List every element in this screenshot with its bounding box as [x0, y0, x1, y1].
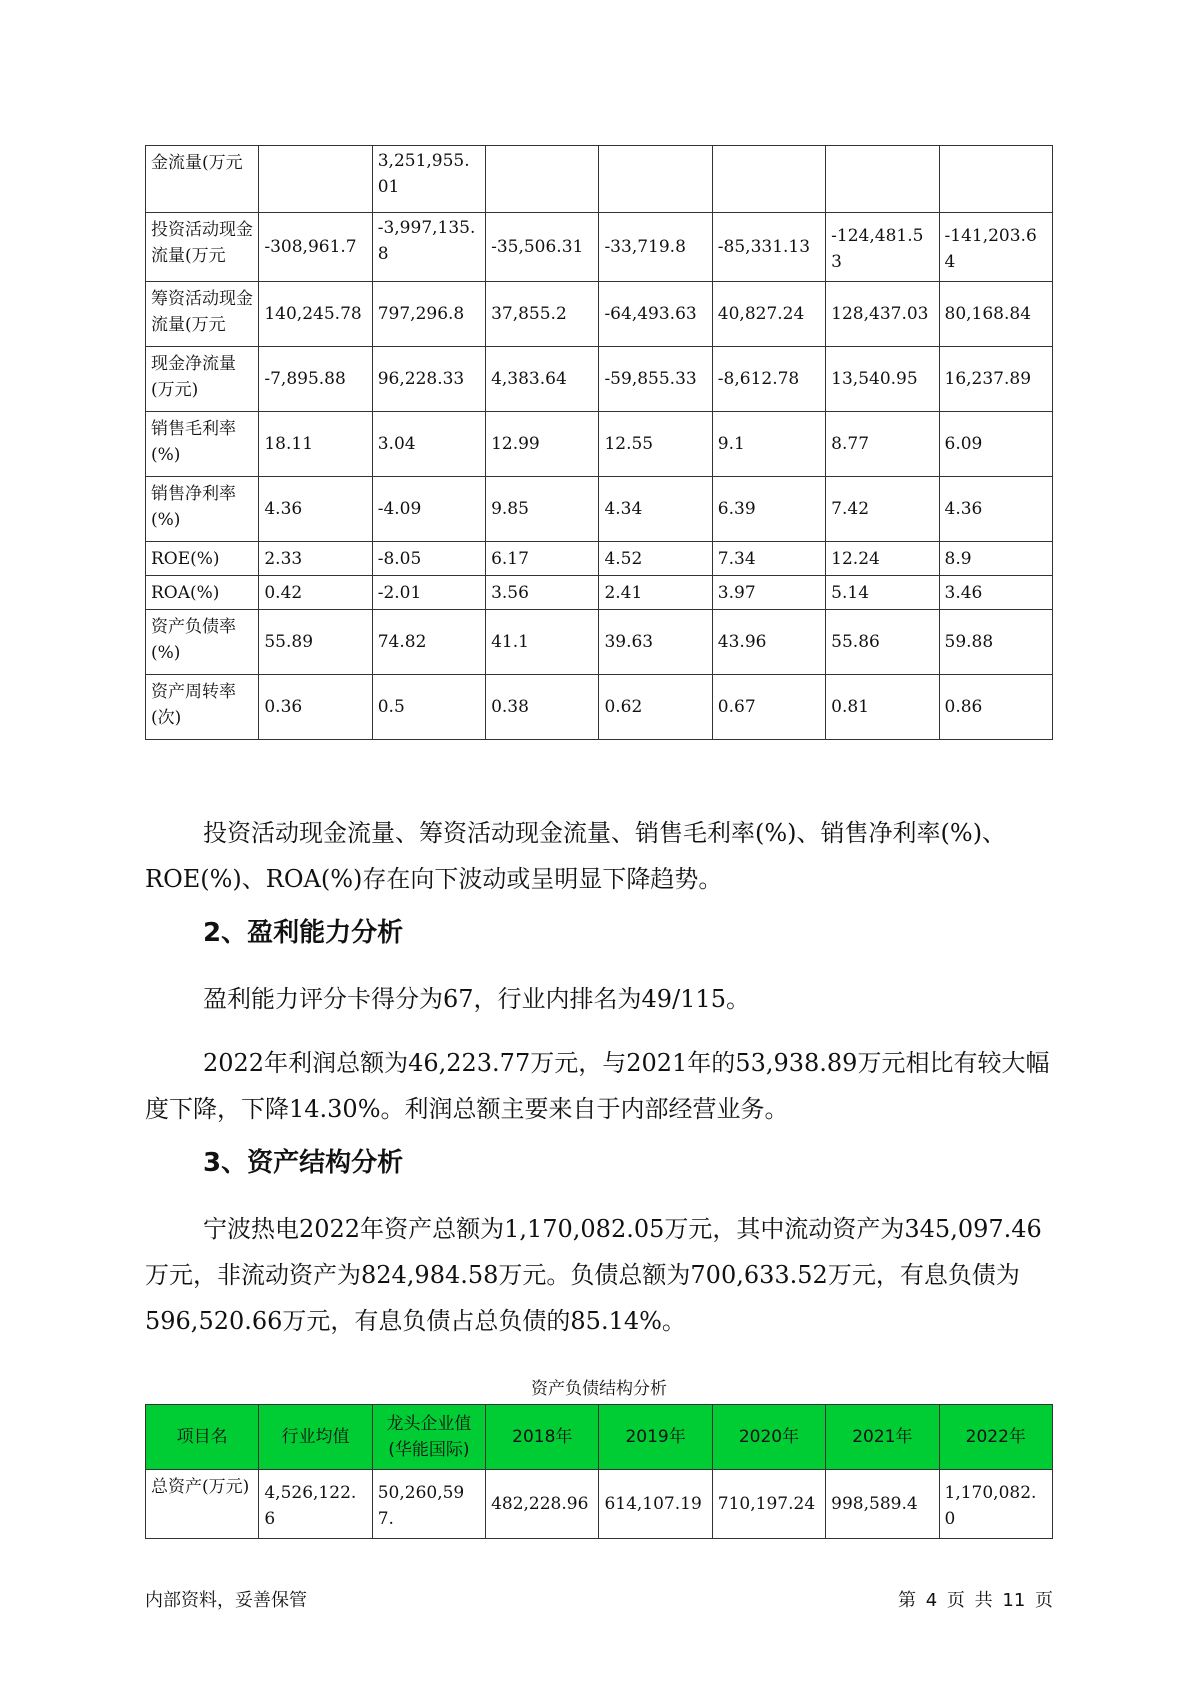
row-label: 销售净利率(%)	[146, 477, 259, 542]
row-label: 资产负债率(%)	[146, 610, 259, 675]
row-label: 现金净流量(万元)	[146, 347, 259, 412]
table-cell: 128,437.03	[826, 282, 939, 347]
column-header: 项目名	[146, 1405, 259, 1470]
table-cell: 7.34	[712, 542, 825, 576]
table-cell: 8.9	[939, 542, 1052, 576]
table-cell: 37,855.2	[486, 282, 599, 347]
section-heading-profitability: 2、盈利能力分析	[203, 918, 404, 948]
table-cell: 0.36	[259, 675, 372, 740]
table-cell: 2.33	[259, 542, 372, 576]
table-cell: 140,245.78	[259, 282, 372, 347]
table-cell: -64,493.63	[599, 282, 712, 347]
table-cell: 0.81	[826, 675, 939, 740]
row-label: ROE(%)	[146, 542, 259, 576]
table-row	[146, 282, 1053, 347]
table-cell: 5.14	[826, 576, 939, 610]
table-cell	[939, 146, 1052, 213]
table-cell: -85,331.13	[712, 213, 825, 282]
table-header-row	[146, 1405, 1053, 1470]
table-cell: 0.86	[939, 675, 1052, 740]
table-cell: 55.86	[826, 610, 939, 675]
table-cell: 16,237.89	[939, 347, 1052, 412]
table-cell: 0.38	[486, 675, 599, 740]
table-cell: 0.67	[712, 675, 825, 740]
table-cell: -59,855.33	[599, 347, 712, 412]
table-cell: 3.56	[486, 576, 599, 610]
table-cell	[259, 146, 372, 213]
table-row	[146, 347, 1053, 412]
table-cell: 4.36	[939, 477, 1052, 542]
table-caption: 资产负债结构分析	[531, 1379, 667, 1399]
table-cell: 4.36	[259, 477, 372, 542]
table-cell: 74.82	[372, 610, 485, 675]
table-cell: 4,526,122.6	[259, 1470, 372, 1539]
table-row	[146, 412, 1053, 477]
table-cell: 9.1	[712, 412, 825, 477]
table-cell: 3.97	[712, 576, 825, 610]
table-cell: 7.42	[826, 477, 939, 542]
row-label: 投资活动现金流量(万元	[146, 213, 259, 282]
table-cell: -35,506.31	[486, 213, 599, 282]
table-cell: -8.05	[372, 542, 485, 576]
table-cell: 39.63	[599, 610, 712, 675]
table-cell: 0.62	[599, 675, 712, 740]
table-cell: -3,997,135.8	[372, 213, 485, 282]
table-cell: 12.55	[599, 412, 712, 477]
table-cell: 482,228.96	[486, 1470, 599, 1539]
table-cell: 40,827.24	[712, 282, 825, 347]
section-heading-asset-structure: 3、资产结构分析	[203, 1148, 404, 1178]
table-cell: -141,203.64	[939, 213, 1052, 282]
table-row	[146, 1470, 1053, 1539]
table-cell: 12.24	[826, 542, 939, 576]
column-header: 行业均值	[259, 1405, 372, 1470]
table-cell: 2.41	[599, 576, 712, 610]
column-header: 2021年	[826, 1405, 939, 1470]
table-cell: -4.09	[372, 477, 485, 542]
table-cell: 4,383.64	[486, 347, 599, 412]
row-label: 总资产(万元)	[146, 1470, 259, 1539]
table-cell: 3.46	[939, 576, 1052, 610]
asset-structure-paragraph: 宁波热电2022年资产总额为1,170,082.05万元，其中流动资产为345,097.46万元，非流动资产为824,984.58万元。负债总额为700,633.52万元，有息负债为596,520.66万元，有息负债占总负债的85.14%。	[145, 1215, 1042, 1335]
profit-total-paragraph: 2022年利润总额为46,223.77万元，与2021年的53,938.89万元相比有较大幅度下降，下降14.30%。利润总额主要来自于内部经营业务。	[145, 1049, 1050, 1123]
table-row	[146, 477, 1053, 542]
table-cell: 6.17	[486, 542, 599, 576]
column-header: 2020年	[712, 1405, 825, 1470]
table-cell: 6.39	[712, 477, 825, 542]
table-cell: 0.5	[372, 675, 485, 740]
row-label: 销售毛利率(%)	[146, 412, 259, 477]
table-cell: 4.34	[599, 477, 712, 542]
column-header: 龙头企业值(华能国际)	[372, 1405, 485, 1470]
row-label: ROA(%)	[146, 576, 259, 610]
financial-indicators-table	[145, 145, 1053, 740]
table-cell: -33,719.8	[599, 213, 712, 282]
table-cell: 18.11	[259, 412, 372, 477]
table-cell: 55.89	[259, 610, 372, 675]
table-cell: 80,168.84	[939, 282, 1052, 347]
table-cell	[599, 146, 712, 213]
table-row	[146, 610, 1053, 675]
footer-page-number: 第 4 页 共 11 页	[898, 1590, 1053, 1611]
table-cell: 3.04	[372, 412, 485, 477]
table-cell: 6.09	[939, 412, 1052, 477]
table-cell: 1,170,082.0	[939, 1470, 1052, 1539]
table-row	[146, 542, 1053, 576]
table-cell: 12.99	[486, 412, 599, 477]
table-row	[146, 213, 1053, 282]
table-cell: 797,296.8	[372, 282, 485, 347]
table-cell: 998,589.4	[826, 1470, 939, 1539]
row-label: 金流量(万元	[146, 146, 259, 213]
table-cell: 43.96	[712, 610, 825, 675]
row-label: 筹资活动现金流量(万元	[146, 282, 259, 347]
table-cell: -8,612.78	[712, 347, 825, 412]
balance-structure-table	[145, 1404, 1053, 1539]
table-cell	[712, 146, 825, 213]
table-cell: 4.52	[599, 542, 712, 576]
column-header: 2022年	[939, 1405, 1052, 1470]
table-cell: -124,481.53	[826, 213, 939, 282]
table-cell: 41.1	[486, 610, 599, 675]
row-label: 资产周转率(次)	[146, 675, 259, 740]
table-cell: 0.42	[259, 576, 372, 610]
footer-confidential-note: 内部资料，妥善保管	[145, 1590, 307, 1611]
table-cell: 614,107.19	[599, 1470, 712, 1539]
table-cell: 96,228.33	[372, 347, 485, 412]
column-header: 2018年	[486, 1405, 599, 1470]
table-row	[146, 675, 1053, 740]
table-cell: 3,251,955.01	[372, 146, 485, 213]
table-cell: 9.85	[486, 477, 599, 542]
table-cell: -2.01	[372, 576, 485, 610]
table-row	[146, 146, 1053, 213]
table-cell: 710,197.24	[712, 1470, 825, 1539]
table-cell	[826, 146, 939, 213]
table-row	[146, 576, 1053, 610]
table-cell	[486, 146, 599, 213]
table-cell: 13,540.95	[826, 347, 939, 412]
table-cell: -308,961.7	[259, 213, 372, 282]
trend-summary-paragraph: 投资活动现金流量、筹资活动现金流量、销售毛利率(%)、销售净利率(%)、ROE(%)、ROA(%)存在向下波动或呈明显下降趋势。	[145, 819, 1007, 893]
profitability-score-paragraph: 盈利能力评分卡得分为67，行业内排名为49/115。	[203, 985, 750, 1013]
table-cell: -7,895.88	[259, 347, 372, 412]
column-header: 2019年	[599, 1405, 712, 1470]
table-cell: 50,260,597.	[372, 1470, 485, 1539]
table-cell: 59.88	[939, 610, 1052, 675]
table-cell: 8.77	[826, 412, 939, 477]
